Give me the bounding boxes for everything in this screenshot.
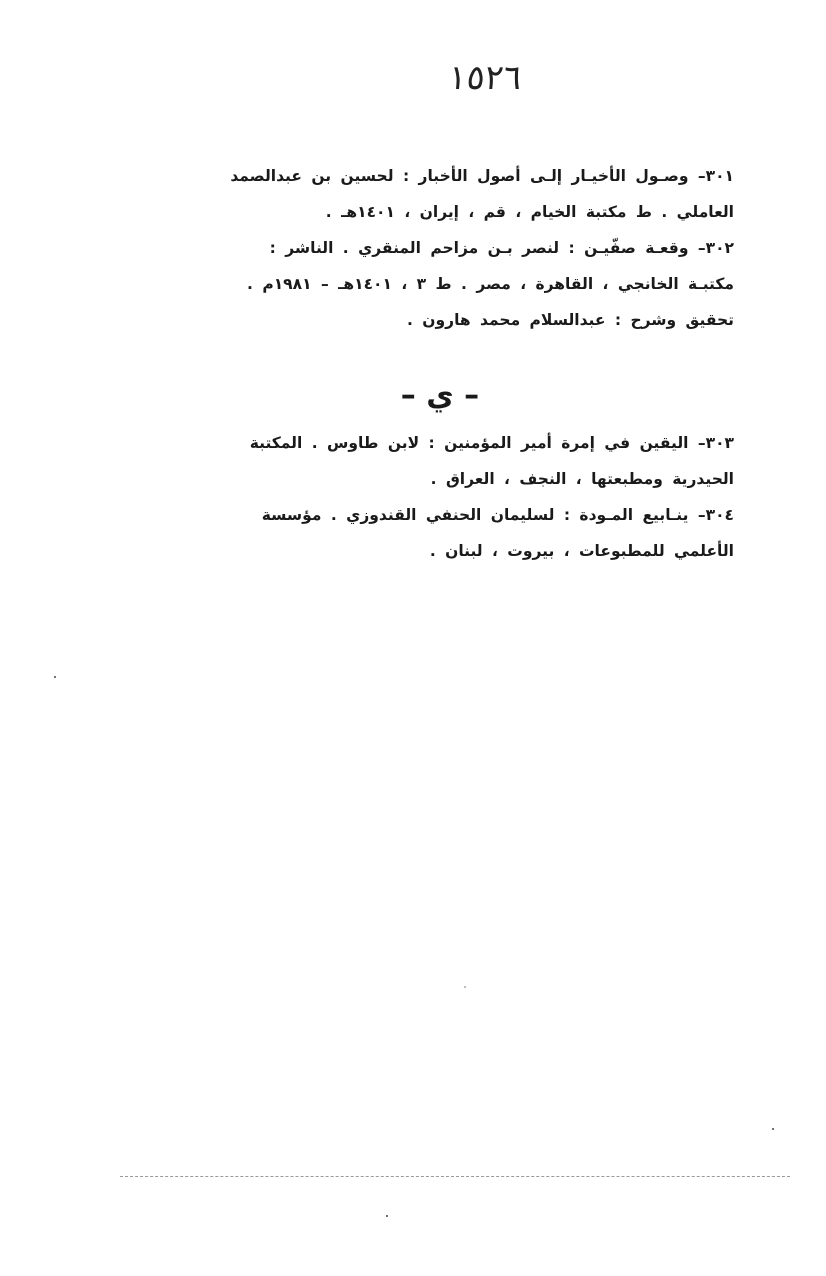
entry-304-line-1: ٣٠٤– ينـابيع المـودة : لسليمان الحنفي القندوزي . مؤسسة [261,506,734,524]
page-number: ١٥٢٦ [446,58,524,98]
entry-303-line-1: ٣٠٣– اليقين في إمرة أمير المؤمنين : لابن طاوس . المكتبة [249,434,734,452]
entry-301-line-2: العاملي . ط مكتبة الخيام ، قم ، إيران ، ١٤٠١هـ . [325,203,734,221]
scan-speck [54,676,56,678]
scan-dashed-line [120,1176,790,1179]
entry-303-line-2: الحيدرية ومطبعتها ، النجف ، العراق . [430,470,734,488]
entry-302-line-3: تحقيق وشرح : عبدالسلام محمد هارون . [407,311,734,329]
entry-304-line-2: الأعلمي للمطبوعات ، بيروت ، لبنان . [429,542,734,560]
bibliography-block-first [144,158,734,338]
scan-speck [386,1215,388,1217]
entry-301-line-1: ٣٠١– وصـول الأخيـار إلـى أصول الأخبار : لحسين بن عبدالصمد [230,167,734,185]
bibliography-block-second [144,425,734,569]
scan-speck [772,1128,774,1130]
section-heading: – ي – [400,378,480,413]
entry-302-line-2: مكتبـة الخانجي ، القاهرة ، مصر . ط ٣ ، ١٤٠١هـ – ١٩٨١م . [247,275,734,293]
scan-speck [464,986,466,988]
entry-302-line-1: ٣٠٢– وقعـة صفّيـن : لنصر بـن مزاحم المنقري . الناشر : [269,239,734,257]
